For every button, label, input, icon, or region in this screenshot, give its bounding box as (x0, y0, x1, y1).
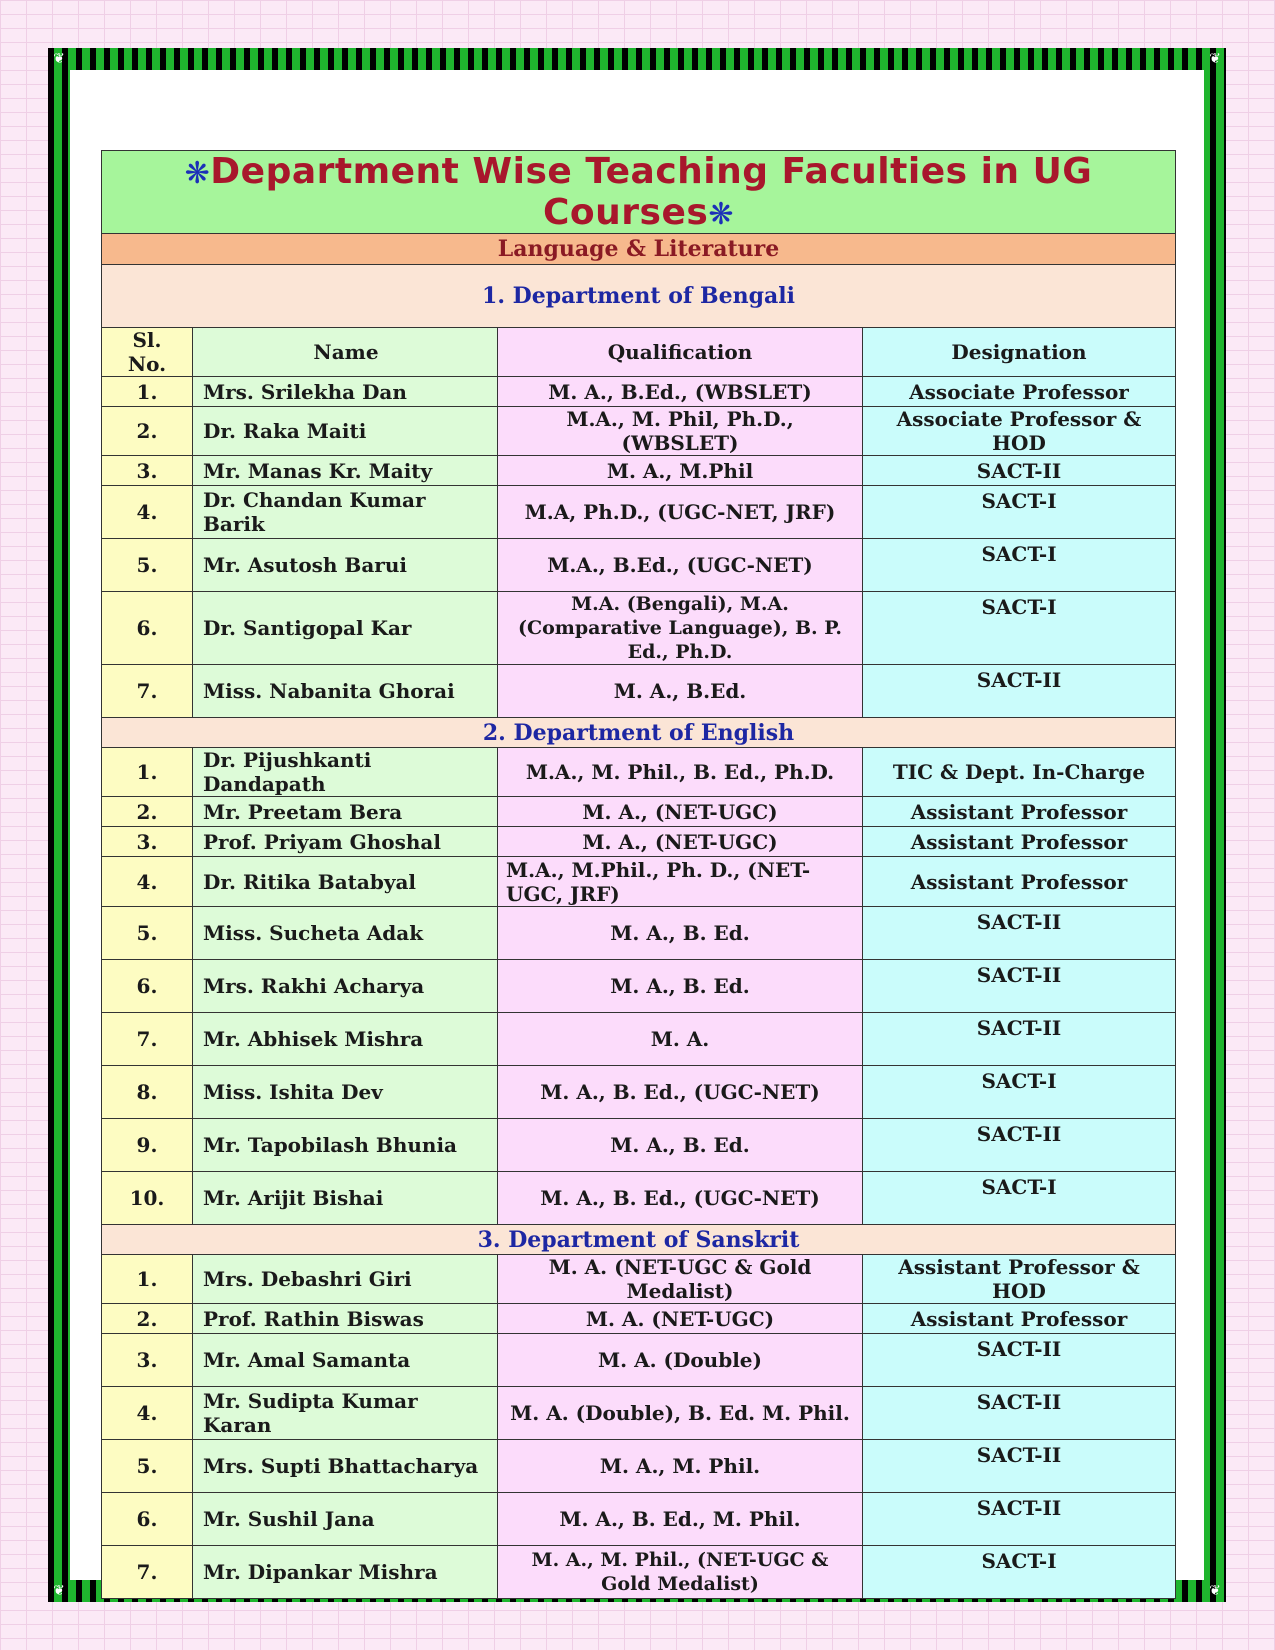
cell-qualification: M. A. (Double) (498, 1334, 863, 1387)
cell-designation: Assistant Professor & HOD (863, 1255, 1176, 1304)
cell-name: Mrs. Debashri Giri (193, 1255, 498, 1304)
cell-name: Mr. Tapobilash Bhunia (193, 1119, 498, 1172)
cell-name: Miss. Ishita Dev (193, 1066, 498, 1119)
cell-designation: SACT-II (863, 1334, 1176, 1387)
cell-name: Mrs. Srilekha Dan (193, 377, 498, 407)
cell-designation: Assistant Professor (863, 857, 1176, 907)
table-row (102, 1546, 1176, 1599)
table-row (102, 827, 1176, 857)
cell-sl: 7. (102, 665, 193, 718)
department-heading: 1. Department of Bengali (102, 265, 1176, 328)
column-header-designation: Designation (863, 328, 1176, 377)
cell-designation: SACT-II (863, 665, 1176, 718)
cell-sl: 7. (102, 1546, 193, 1599)
table-row (102, 486, 1176, 539)
cell-qualification: M. A., B. Ed., M. Phil. (498, 1493, 863, 1546)
cell-designation: SACT-I (863, 486, 1176, 539)
cell-name: Miss. Nabanita Ghorai (193, 665, 498, 718)
cell-qualification: M. A., B. Ed. (498, 1119, 863, 1172)
cell-name: Mr. Sudipta Kumar Karan (193, 1387, 498, 1440)
cell-designation: Associate Professor & HOD (863, 407, 1176, 456)
cell-sl: 3. (102, 827, 193, 857)
table-row (102, 1255, 1176, 1304)
cell-designation: SACT-II (863, 907, 1176, 960)
cell-designation: SACT-II (863, 1013, 1176, 1066)
cell-qualification: M. A., B.Ed. (498, 665, 863, 718)
cell-qualification: M. A. (NET-UGC & Gold Medalist) (498, 1255, 863, 1304)
cell-designation: SACT-II (863, 1387, 1176, 1440)
cell-name: Mr. Amal Samanta (193, 1334, 498, 1387)
table-row (102, 592, 1176, 665)
table-row (102, 407, 1176, 456)
table-row (102, 1387, 1176, 1440)
table-row (102, 1440, 1176, 1493)
table-row (102, 1334, 1176, 1387)
table-row (102, 1172, 1176, 1225)
cell-qualification: M. A. (498, 1013, 863, 1066)
cell-sl: 4. (102, 1387, 193, 1440)
cell-sl: 2. (102, 407, 193, 456)
cell-qualification: M. A. (Double), B. Ed. M. Phil. (498, 1387, 863, 1440)
cell-name: Dr. Pijushkanti Dandapath (193, 748, 498, 797)
cell-sl: 2. (102, 1304, 193, 1334)
cell-name: Prof. Priyam Ghoshal (193, 827, 498, 857)
column-header-name: Name (193, 328, 498, 377)
cell-name: Mrs. Supti Bhattacharya (193, 1440, 498, 1493)
flower-icon: ❋ (184, 156, 211, 191)
cell-designation: SACT-I (863, 1172, 1176, 1225)
cell-sl: 4. (102, 486, 193, 539)
cell-qualification: M. A., B. Ed., (UGC-NET) (498, 1172, 863, 1225)
cell-sl: 5. (102, 539, 193, 592)
cell-name: Mr. Manas Kr. Maity (193, 456, 498, 486)
faculty-table (101, 150, 1176, 1599)
cell-sl: 3. (102, 456, 193, 486)
cell-sl: 6. (102, 592, 193, 665)
table-row (102, 1119, 1176, 1172)
flower-icon: ❋ (708, 197, 734, 232)
cell-qualification: M. A., (NET-UGC) (498, 797, 863, 827)
cell-qualification: M.A. (Bengali), M.A. (Comparative Language), B. P. Ed., Ph.D. (498, 592, 863, 665)
cell-sl: 5. (102, 1440, 193, 1493)
cell-qualification: M. A., B. Ed. (498, 907, 863, 960)
table-row (102, 907, 1176, 960)
cell-sl: 3. (102, 1334, 193, 1387)
cell-designation: Assistant Professor (863, 1304, 1176, 1334)
cell-sl: 6. (102, 1493, 193, 1546)
cell-name: Mr. Preetam Bera (193, 797, 498, 827)
cell-name: Dr. Santigopal Kar (193, 592, 498, 665)
table-row (102, 377, 1176, 407)
cell-designation: SACT-II (863, 960, 1176, 1013)
cell-name: Mr. Arijit Bishai (193, 1172, 498, 1225)
cell-designation: Assistant Professor (863, 827, 1176, 857)
table-row (102, 1493, 1176, 1546)
cell-qualification: M.A., M.Phil., Ph. D., (NET-UGC, JRF) (498, 857, 863, 907)
cell-designation: SACT-I (863, 592, 1176, 665)
cell-qualification: M.A., M. Phil., B. Ed., Ph.D. (498, 748, 863, 797)
department-heading: 3. Department of Sanskrit (102, 1225, 1176, 1255)
cell-sl: 4. (102, 857, 193, 907)
corner-ornament-icon: ❦ (53, 1583, 65, 1599)
cell-name: Prof. Rathin Biswas (193, 1304, 498, 1334)
cell-qualification: M. A., M. Phil. (498, 1440, 863, 1493)
cell-sl: 2. (102, 797, 193, 827)
table-row (102, 665, 1176, 718)
table-row (102, 960, 1176, 1013)
corner-ornament-icon: ❦ (1209, 1583, 1221, 1599)
page-title: ❋Department Wise Teaching Faculties in UG Courses❋ (102, 151, 1176, 234)
cell-qualification: M. A., (NET-UGC) (498, 827, 863, 857)
cell-designation: Associate Professor (863, 377, 1176, 407)
cell-sl: 7. (102, 1013, 193, 1066)
cell-designation: SACT-I (863, 1066, 1176, 1119)
table-row (102, 1013, 1176, 1066)
cell-sl: 9. (102, 1119, 193, 1172)
table-row (102, 539, 1176, 592)
cell-qualification: M.A., M. Phil, Ph.D., (WBSLET) (498, 407, 863, 456)
cell-name: Mr. Sushil Jana (193, 1493, 498, 1546)
cell-qualification: M. A. (NET-UGC) (498, 1304, 863, 1334)
cell-sl: 8. (102, 1066, 193, 1119)
cell-name: Mrs. Rakhi Acharya (193, 960, 498, 1013)
cell-sl: 1. (102, 377, 193, 407)
cell-qualification: M. A., B. Ed., (UGC-NET) (498, 1066, 863, 1119)
cell-designation: SACT-II (863, 1493, 1176, 1546)
cell-designation: TIC & Dept. In-Charge (863, 748, 1176, 797)
cell-qualification: M. A., B.Ed., (WBSLET) (498, 377, 863, 407)
cell-designation: SACT-II (863, 456, 1176, 486)
corner-ornament-icon: ❦ (53, 51, 65, 67)
table-row (102, 1304, 1176, 1334)
cell-sl: 5. (102, 907, 193, 960)
table-row (102, 857, 1176, 907)
cell-sl: 10. (102, 1172, 193, 1225)
cell-qualification: M. A., M.Phil (498, 456, 863, 486)
cell-designation: SACT-I (863, 539, 1176, 592)
cell-qualification: M.A, Ph.D., (UGC-NET, JRF) (498, 486, 863, 539)
corner-ornament-icon: ❦ (1209, 51, 1221, 67)
category-heading: Language & Literature (102, 234, 1176, 265)
cell-sl: 6. (102, 960, 193, 1013)
cell-name: Dr. Chandan Kumar Barik (193, 486, 498, 539)
cell-qualification: M. A., B. Ed. (498, 960, 863, 1013)
cell-designation: SACT-II (863, 1440, 1176, 1493)
cell-sl: 1. (102, 748, 193, 797)
table-row (102, 1066, 1176, 1119)
column-header-qualification: Qualification (498, 328, 863, 377)
cell-designation: SACT-I (863, 1546, 1176, 1599)
cell-sl: 1. (102, 1255, 193, 1304)
cell-qualification: M. A., M. Phil., (NET-UGC & Gold Medalist) (498, 1546, 863, 1599)
cell-designation: SACT-II (863, 1119, 1176, 1172)
cell-name: Dr. Ritika Batabyal (193, 857, 498, 907)
faculty-sheet (101, 150, 1175, 1599)
cell-qualification: M.A., B.Ed., (UGC-NET) (498, 539, 863, 592)
column-header-sl: Sl. No. (102, 328, 193, 377)
table-row (102, 456, 1176, 486)
cell-name: Mr. Dipankar Mishra (193, 1546, 498, 1599)
cell-name: Miss. Sucheta Adak (193, 907, 498, 960)
cell-name: Mr. Abhisek Mishra (193, 1013, 498, 1066)
cell-name: Mr. Asutosh Barui (193, 539, 498, 592)
table-row (102, 748, 1176, 797)
department-heading: 2. Department of English (102, 718, 1176, 748)
cell-name: Dr. Raka Maiti (193, 407, 498, 456)
table-row (102, 797, 1176, 827)
cell-designation: Assistant Professor (863, 797, 1176, 827)
